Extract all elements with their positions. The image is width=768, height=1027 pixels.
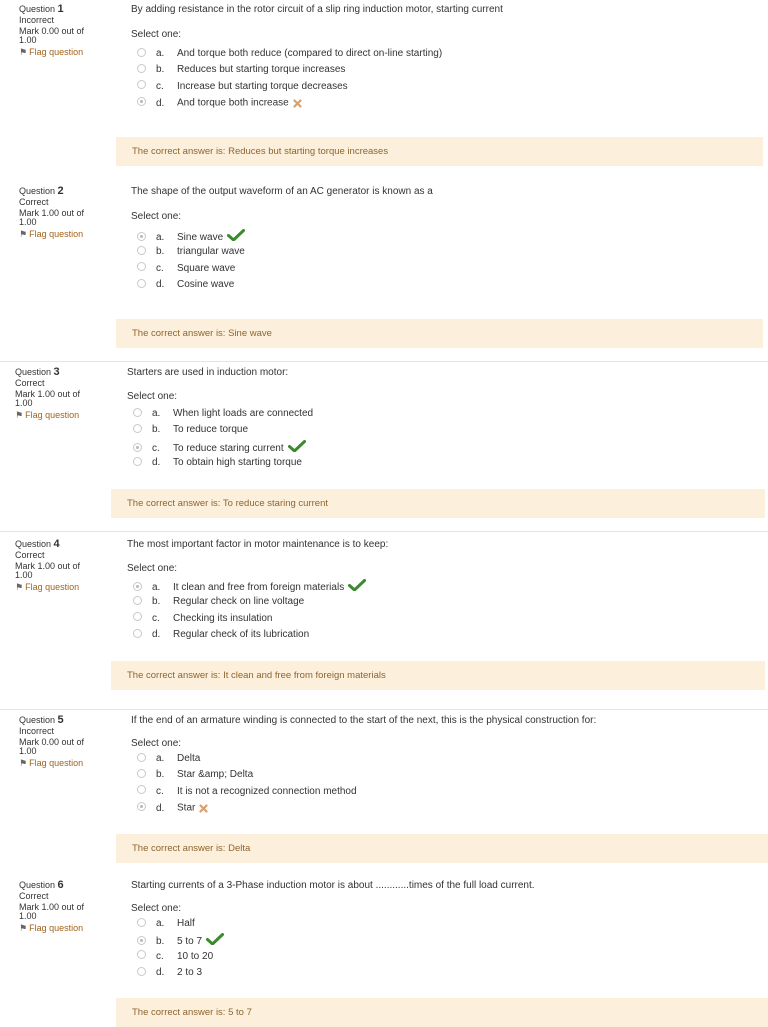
question-grade (19, 27, 109, 45)
mark-max: 1.00 (19, 746, 37, 756)
option-letter: a. (156, 753, 165, 764)
mark-text: Mark 0.00 out of (19, 737, 85, 747)
radio-button[interactable] (133, 629, 142, 638)
answer-option-a[interactable] (137, 917, 224, 933)
answer-options (133, 407, 313, 472)
option-letter: d. (152, 456, 161, 468)
question-text: The most important factor in motor maintenance is to keep: (127, 539, 389, 550)
select-one-prompt: Select one: (131, 29, 182, 40)
question-label: Question (19, 715, 56, 725)
answer-option-a[interactable] (137, 47, 442, 63)
correct-answer-feedback: The correct answer is: 5 to 7 (116, 998, 768, 1027)
option-letter: a. (156, 48, 165, 59)
question-text: By adding resistance in the rotor circuit of a slip ring induction motor, starting current (131, 4, 503, 15)
radio-button[interactable] (137, 262, 146, 271)
question-info (19, 880, 109, 933)
option-text: It clean and free from foreign materials (173, 582, 345, 594)
answer-options (137, 917, 224, 982)
flag-question-link[interactable] (19, 48, 109, 57)
option-letter: d. (156, 97, 165, 109)
answer-option-b[interactable] (137, 768, 357, 784)
answer-option-b[interactable] (137, 933, 224, 949)
question-grade (15, 390, 105, 408)
option-text: Half (177, 918, 195, 929)
radio-button[interactable] (133, 596, 142, 605)
correct-answer-feedback: The correct answer is: Reduces but starting torque increases (116, 137, 763, 166)
question-divider (0, 361, 768, 362)
option-text: 10 to 20 (177, 950, 214, 962)
option-text: Star &amp; Delta (177, 769, 254, 781)
radio-button[interactable] (133, 408, 142, 417)
flag-question-label: Flag question (29, 229, 84, 239)
question-text: If the end of an armature winding is connected to the start of the next, this is the physical construction for: (131, 715, 597, 726)
option-text: Increase but starting torque decreases (177, 80, 348, 92)
option-text: 5 to 7 (177, 936, 203, 948)
option-letter: b. (156, 769, 165, 781)
answer-option-d[interactable] (133, 628, 366, 644)
radio-button[interactable] (133, 424, 142, 433)
question-divider (0, 709, 768, 710)
flag-question-label: Flag question (29, 47, 84, 57)
option-letter: a. (156, 232, 165, 244)
mark-text: Mark 1.00 out of (19, 208, 85, 218)
answer-option-c[interactable] (133, 440, 313, 456)
cross-icon (293, 99, 302, 113)
radio-button[interactable] (137, 279, 146, 288)
flag-question-link[interactable] (19, 230, 109, 239)
option-letter: a. (152, 582, 161, 594)
option-text: And torque both reduce (compared to direct on-line starting) (177, 48, 443, 59)
question-grade (19, 738, 109, 756)
question-info (15, 539, 105, 592)
option-text: triangular wave (177, 246, 245, 258)
option-text: To reduce staring current (173, 442, 284, 454)
answer-option-c[interactable] (137, 262, 245, 278)
option-letter: a. (152, 408, 161, 419)
mark-text: Mark 1.00 out of (15, 561, 81, 571)
question-info (19, 186, 109, 239)
select-one-prompt: Select one: (131, 903, 182, 914)
flag-question-link[interactable] (15, 583, 105, 592)
question-number (19, 715, 109, 726)
option-text: Reduces but starting torque increases (177, 64, 346, 76)
question-state: Incorrect (19, 726, 55, 736)
option-letter: c. (152, 612, 160, 624)
option-letter: b. (156, 936, 165, 948)
question-state: Correct (19, 891, 49, 901)
option-text: Cosine wave (177, 278, 235, 290)
option-text: Checking its insulation (173, 612, 273, 624)
flag-question-link[interactable] (19, 759, 109, 768)
radio-button[interactable] (137, 246, 146, 255)
mark-text: Mark 0.00 out of (19, 26, 85, 36)
question-state: Correct (19, 197, 49, 207)
option-text: 2 to 3 (177, 966, 203, 978)
flag-icon: ⚑ (19, 923, 28, 933)
correct-answer-feedback: The correct answer is: It clean and free from foreign materials (111, 661, 765, 690)
answer-option-b[interactable] (133, 423, 313, 439)
radio-button[interactable] (133, 443, 142, 452)
radio-button[interactable] (137, 80, 146, 89)
radio-button[interactable] (137, 785, 146, 794)
option-text: Regular check on line voltage (173, 596, 305, 608)
flag-icon: ⚑ (15, 582, 24, 592)
question-state: Correct (15, 378, 45, 388)
option-letter: c. (156, 785, 164, 797)
question-number (15, 539, 105, 550)
radio-button[interactable] (137, 769, 146, 778)
option-letter: d. (156, 278, 165, 290)
flag-question-link[interactable] (15, 411, 105, 420)
question-divider (0, 531, 768, 532)
answer-option-c[interactable] (137, 80, 442, 96)
mark-max: 1.00 (15, 570, 33, 580)
option-text: To obtain high starting torque (173, 456, 302, 468)
option-text: When light loads are connected (173, 408, 314, 419)
flag-question-label: Flag question (29, 758, 84, 768)
answer-options (137, 752, 357, 817)
radio-button[interactable] (137, 802, 146, 811)
mark-text: Mark 1.00 out of (15, 389, 81, 399)
answer-options (137, 47, 442, 112)
select-one-prompt: Select one: (131, 738, 182, 749)
radio-button[interactable] (137, 918, 146, 927)
option-letter: d. (152, 628, 161, 640)
question-text: The shape of the output waveform of an AC generator is known as a (131, 186, 433, 197)
flag-question-label: Flag question (29, 923, 84, 933)
answer-option-b[interactable] (137, 63, 442, 79)
question-label: Question (19, 880, 56, 890)
answer-option-a[interactable] (137, 752, 357, 768)
correct-answer-feedback: The correct answer is: Delta (116, 834, 768, 863)
question-grade (19, 209, 109, 227)
answer-option-b[interactable] (133, 595, 366, 611)
correct-answer-feedback: The correct answer is: Sine wave (116, 319, 763, 348)
radio-button[interactable] (137, 950, 146, 959)
question-state: Correct (15, 550, 45, 560)
question-number-value: 4 (53, 538, 60, 550)
question-label: Question (19, 186, 56, 196)
question-label: Question (15, 539, 52, 549)
option-letter: b. (152, 596, 161, 608)
answer-option-d[interactable] (137, 966, 224, 982)
option-text: Square wave (177, 262, 236, 274)
answer-options (133, 579, 366, 644)
option-text: And torque both increase (177, 97, 289, 109)
radio-button[interactable] (137, 97, 146, 106)
question-number-value: 1 (57, 3, 64, 15)
option-text: Regular check of its lubrication (173, 628, 310, 640)
question-grade (15, 562, 105, 580)
answer-option-d[interactable] (137, 96, 442, 112)
mark-max: 1.00 (19, 911, 37, 921)
question-text: Starters are used in induction motor: (127, 367, 289, 378)
question-number-value: 2 (57, 185, 64, 197)
option-letter: b. (152, 424, 161, 436)
mark-max: 1.00 (15, 398, 33, 408)
radio-button[interactable] (137, 967, 146, 976)
answer-option-d[interactable] (137, 278, 245, 294)
mark-text: Mark 1.00 out of (19, 902, 85, 912)
question-number-value: 6 (57, 879, 64, 891)
mark-max: 1.00 (19, 217, 37, 227)
flag-question-label: Flag question (25, 410, 80, 420)
answer-option-c[interactable] (133, 612, 366, 628)
flag-question-link[interactable] (19, 924, 109, 933)
radio-button[interactable] (137, 753, 146, 762)
radio-button[interactable] (137, 232, 146, 241)
answer-option-d[interactable] (137, 801, 357, 817)
radio-button[interactable] (137, 64, 146, 73)
answer-options (137, 229, 245, 294)
question-number (19, 880, 109, 891)
question-text: Starting currents of a 3-Phase induction motor is about ............times of the full load current. (131, 880, 535, 891)
check-icon (206, 933, 224, 950)
option-letter: b. (156, 64, 165, 76)
option-letter: b. (156, 246, 165, 258)
check-icon (288, 440, 306, 457)
option-text: To reduce torque (173, 424, 249, 436)
radio-button[interactable] (133, 457, 142, 466)
select-one-prompt: Select one: (131, 211, 182, 222)
answer-option-a[interactable] (133, 579, 366, 595)
select-one-prompt: Select one: (127, 563, 178, 574)
option-letter: c. (152, 442, 160, 454)
option-text: Star (177, 802, 196, 814)
select-one-prompt: Select one: (127, 391, 178, 402)
question-grade (19, 903, 109, 921)
flag-icon: ⚑ (15, 410, 24, 420)
question-info (19, 715, 109, 768)
correct-answer-feedback: The correct answer is: To reduce staring current (111, 489, 765, 518)
question-number (19, 4, 109, 15)
check-icon (348, 579, 366, 596)
question-number-value: 5 (57, 714, 64, 726)
option-letter: c. (156, 262, 164, 274)
cross-icon (199, 804, 208, 818)
option-letter: a. (156, 918, 165, 929)
question-state: Incorrect (19, 15, 55, 25)
answer-option-a[interactable] (137, 229, 245, 245)
radio-button[interactable] (137, 48, 146, 57)
option-text: It is not a recognized connection method (177, 785, 357, 797)
option-text: Sine wave (177, 232, 224, 244)
option-letter: d. (156, 966, 165, 978)
answer-option-a[interactable] (133, 407, 313, 423)
question-label: Question (15, 367, 52, 377)
radio-button[interactable] (137, 936, 146, 945)
option-letter: c. (156, 950, 164, 962)
check-icon (227, 229, 245, 246)
option-letter: d. (156, 802, 165, 814)
question-number-value: 3 (53, 366, 60, 378)
radio-button[interactable] (133, 582, 142, 591)
option-letter: c. (156, 80, 164, 92)
answer-option-c[interactable] (137, 950, 224, 966)
radio-button[interactable] (133, 612, 142, 621)
question-info (15, 367, 105, 420)
flag-icon: ⚑ (19, 47, 28, 57)
option-text: Delta (177, 753, 201, 764)
flag-icon: ⚑ (19, 229, 28, 239)
question-number (15, 367, 105, 378)
question-label: Question (19, 4, 56, 14)
answer-option-b[interactable] (137, 245, 245, 261)
question-number (19, 186, 109, 197)
answer-option-c[interactable] (137, 785, 357, 801)
flag-icon: ⚑ (19, 758, 28, 768)
question-info (19, 4, 109, 57)
answer-option-d[interactable] (133, 456, 313, 472)
mark-max: 1.00 (19, 35, 37, 45)
flag-question-label: Flag question (25, 582, 80, 592)
